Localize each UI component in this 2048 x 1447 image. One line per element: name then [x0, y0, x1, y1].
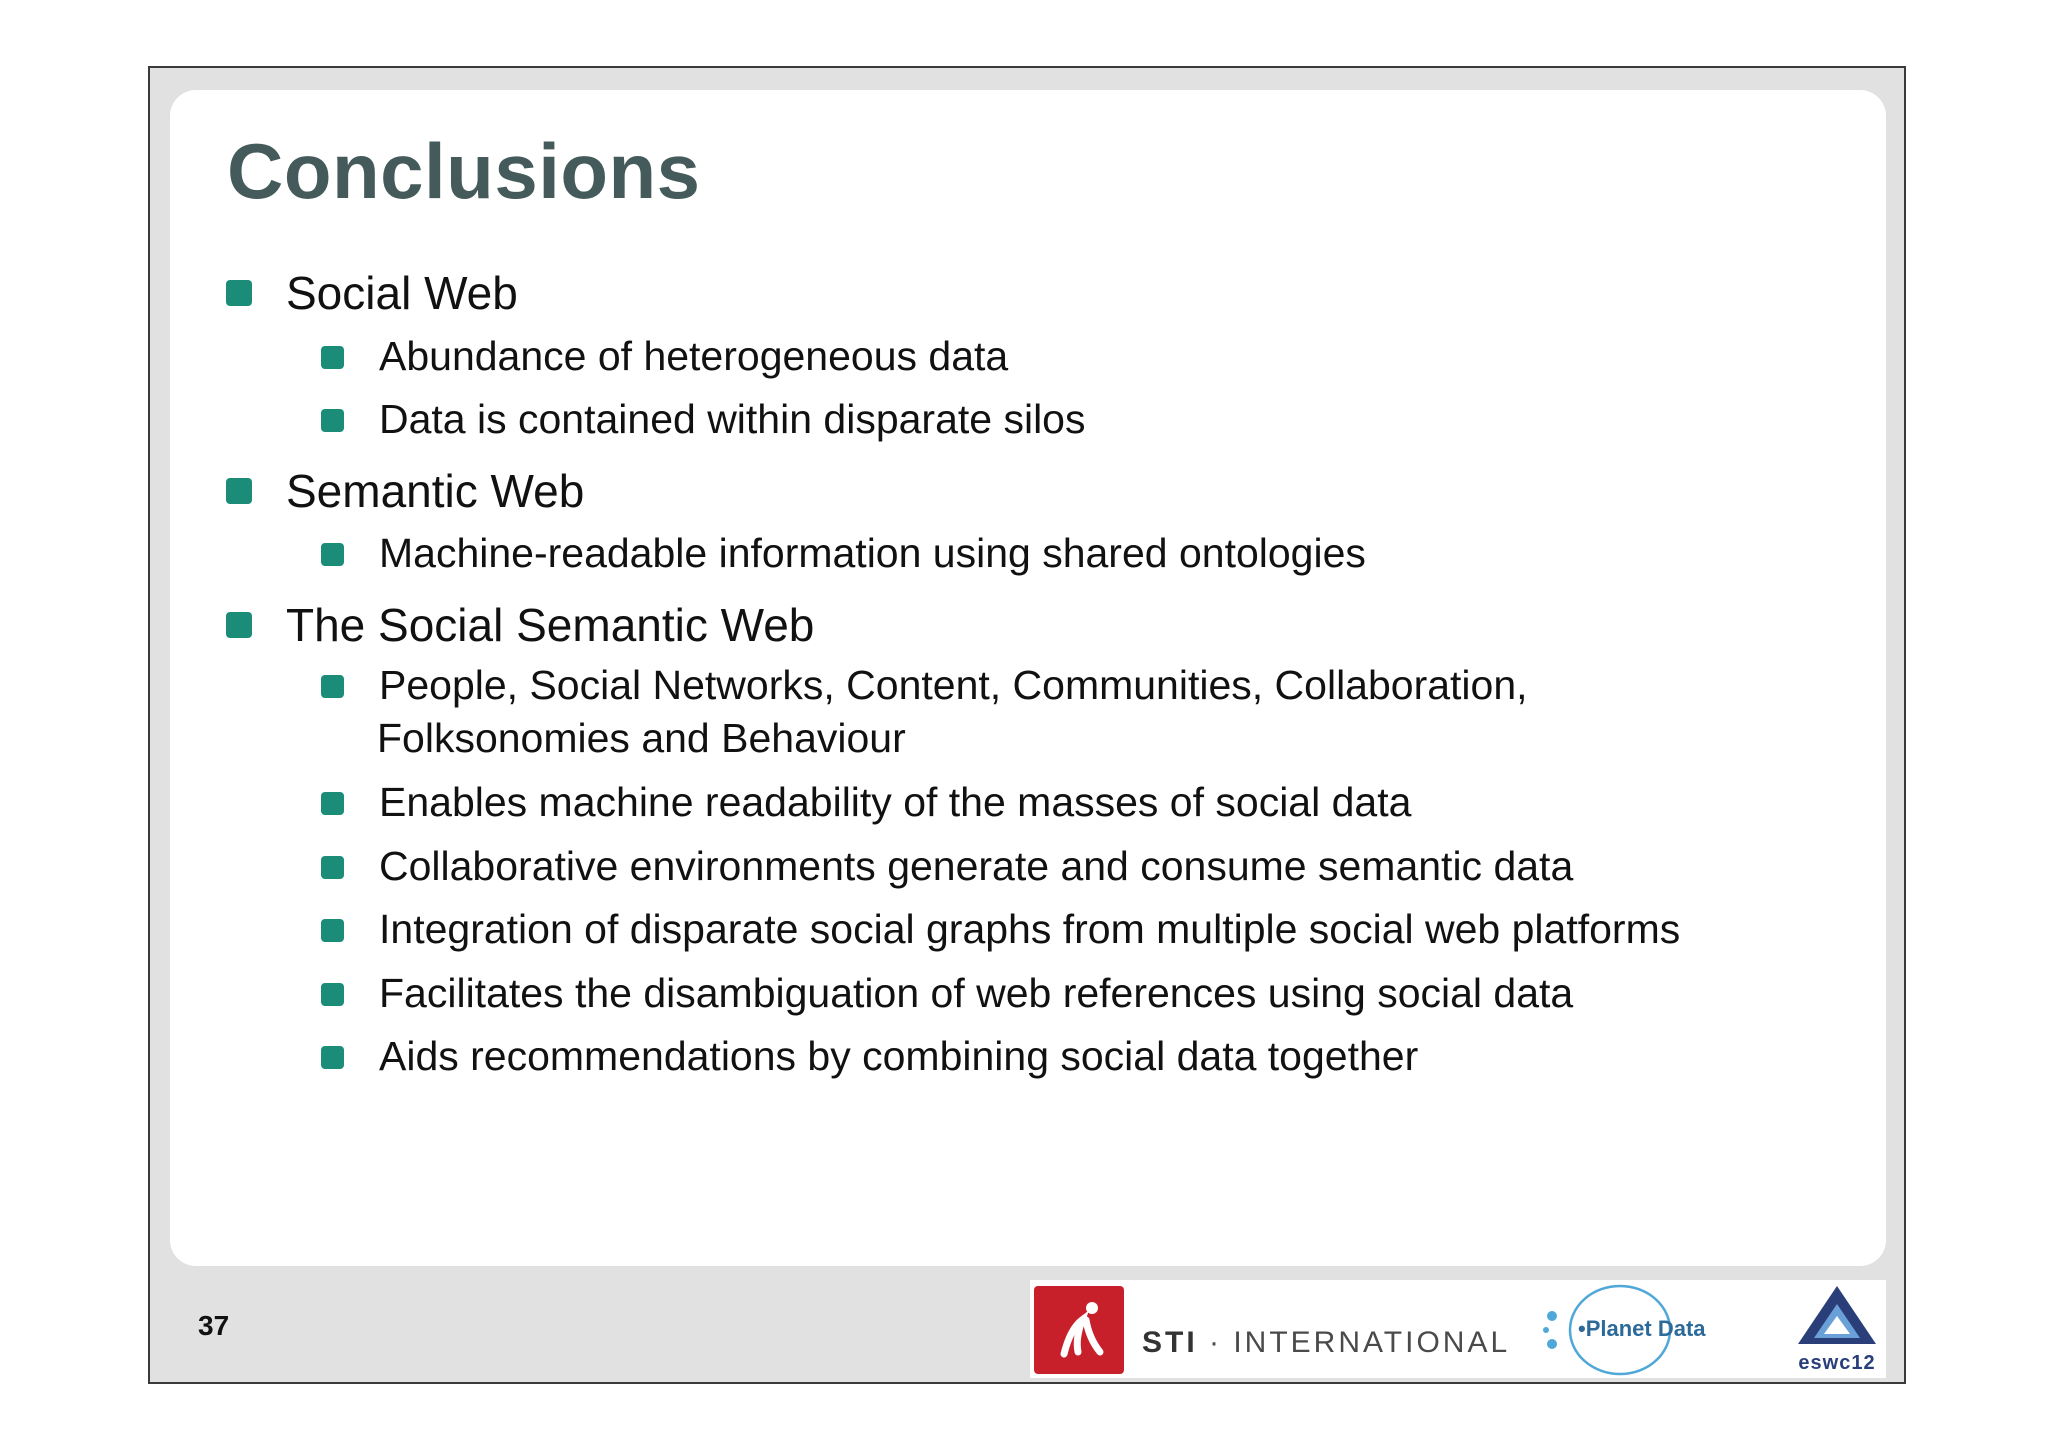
content-panel [170, 90, 1886, 1266]
bullet-square-icon [226, 478, 252, 504]
bullet-text: Machine-readable information using shared ontologies [379, 530, 1366, 576]
sti-bold-text: STI [1142, 1326, 1198, 1359]
bullet-text: People, Social Networks, Content, Communities, Collaboration, [379, 662, 1528, 708]
sub-bullet-item [379, 779, 1411, 826]
bullet-item [286, 266, 518, 320]
bullet-list [170, 90, 1886, 1266]
sub-bullet-item [379, 970, 1573, 1017]
bullet-square-icon [321, 543, 344, 566]
bullet-item [286, 464, 584, 518]
bullet-square-icon [321, 409, 344, 432]
sti-logo-icon [1034, 1286, 1124, 1374]
bullet-text: Social Web [286, 267, 518, 319]
slide-title: Conclusions [227, 127, 701, 215]
bullet-text: Collaborative environments generate and consume semantic data [379, 843, 1574, 889]
bullet-square-icon [226, 612, 252, 638]
sti-wordmark [1142, 1326, 1510, 1360]
bullet-square-icon [321, 346, 344, 369]
bullet-square-icon [321, 792, 344, 815]
bullet-text: Data is contained within disparate silos [379, 396, 1086, 442]
planet-data-text: •Planet Data [1578, 1316, 1706, 1341]
eswc-text: eswc12 [1798, 1352, 1876, 1374]
bullet-text: Facilitates the disambiguation of web references using social data [379, 970, 1574, 1016]
bullet-square-icon [321, 983, 344, 1006]
sub-bullet-item [379, 906, 1680, 953]
bullet-text: Aids recommendations by combining social data together [379, 1033, 1419, 1079]
bullet-square-icon [321, 919, 344, 942]
sub-bullet-item [379, 662, 1528, 709]
sub-bullet-item [379, 530, 1366, 577]
sti-international-text: · INTERNATIONAL [1209, 1326, 1511, 1359]
bullet-text: The Social Semantic Web [286, 599, 815, 651]
bullet-square-icon [321, 1046, 344, 1069]
logo-strip [1030, 1280, 1886, 1378]
bullet-square-icon [321, 856, 344, 879]
sub-bullet-item [379, 1033, 1418, 1080]
bullet-text: Enables machine readability of the masses of social data [379, 779, 1412, 825]
bullet-text: Folksonomies and Behaviour [377, 715, 906, 761]
bullet-square-icon [226, 280, 252, 306]
bullet-text: Semantic Web [286, 465, 585, 517]
slide-frame [148, 66, 1906, 1384]
bullet-text: Abundance of heterogeneous data [379, 333, 1009, 379]
bullet-square-icon [321, 675, 344, 698]
sub-bullet-continuation [377, 715, 906, 762]
sub-bullet-item [379, 333, 1008, 380]
slide-number: 37 [198, 1310, 230, 1341]
planet-data-logo [1540, 1282, 1720, 1378]
eswc-logo [1790, 1282, 1884, 1376]
sub-bullet-item [379, 396, 1086, 443]
bullet-item [286, 598, 814, 652]
bullet-text: Integration of disparate social graphs from multiple social web platforms [379, 906, 1681, 952]
sub-bullet-item [379, 843, 1573, 890]
